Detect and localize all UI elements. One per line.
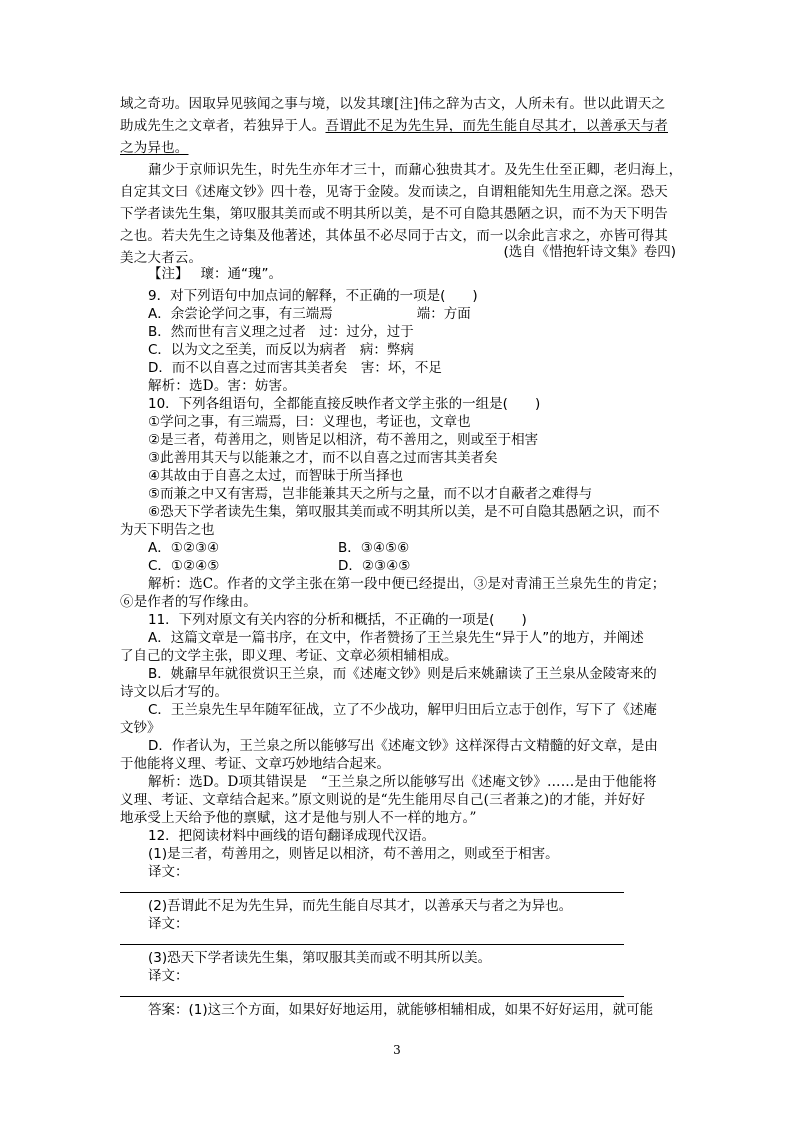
option-b-cont: 诗文以后才写的。 bbox=[120, 684, 228, 700]
option-c: C．王兰泉先生早年随军征战，立了不少战功，解甲归田后立志于创作，写下了《述庵 bbox=[148, 702, 657, 718]
underlined-sentence: 之为异也。 bbox=[120, 140, 189, 156]
option-b: B．然而世有言义理之过者 过：过分，过于 bbox=[148, 324, 414, 340]
analysis-line: 义理、考证、文章结合起来。”原文则说的是“先生能用尽自己(三者兼之)的才能，并好好 bbox=[120, 792, 646, 808]
answer-blank-line[interactable] bbox=[120, 996, 624, 997]
passage-line: 自定其文曰《述庵文钞》四十卷，见寄于金陵。发而读之，自谓粗能知先生用意之深。恐天 bbox=[120, 184, 668, 200]
passage-line: 域之奇功。因取异见骇闻之事与境，以发其瓌[注]伟之辞为古文，人所未有。世以此谓天之 bbox=[120, 96, 666, 112]
analysis-line: 地承受上天给予他的禀赋，这才是他与别人不一样的地方。” bbox=[120, 810, 477, 826]
answer-blank-line[interactable] bbox=[120, 944, 624, 945]
option-gloss: 端：方面 bbox=[416, 306, 471, 322]
statement-3: ③此善用其天与以能兼之才，而不以自喜之过而害其美者矣 bbox=[148, 450, 498, 466]
analysis-line: 解析：选D。害：妨害。 bbox=[148, 378, 297, 394]
analysis-line: 解析：选D。D项其错误是 “王兰泉之所以能够写出《述庵文钞》……是由于他能将 bbox=[148, 774, 657, 790]
note-line bbox=[148, 266, 282, 283]
passage-line bbox=[120, 118, 668, 135]
passage-line: 鼐少于京师识先生，时先生亦年才三十，而鼐心独贵其才。及先生仕至正卿，老归海上， bbox=[148, 162, 683, 178]
answer-line: 答案：(1)这三个方面，如果好好地运用，就能够相辅相成，如果不好好运用，就可能 bbox=[148, 1002, 654, 1018]
source-citation: (选自《惜抱轩诗文集》卷四) bbox=[503, 244, 676, 260]
option-a bbox=[148, 306, 471, 323]
option-d: D．作者认为，王兰泉之所以能够写出《述庵文钞》这样深得古文精髓的好文章，是由 bbox=[148, 738, 658, 754]
passage-line: 之也。若夫先生之诗集及他著述，其体虽不必尽同于古文，而一以余此言求之，亦皆可得其 bbox=[120, 228, 668, 244]
question-stem: 12．把阅读材料中画线的语句翻译成现代汉语。 bbox=[148, 828, 436, 844]
note-text: 瓌：通“瑰”。 bbox=[200, 266, 282, 282]
question-stem: 11．下列对原文有关内容的分析和概括，不正确的一项是( ) bbox=[148, 612, 527, 628]
statement-2: ②是三者，苟善用之，则皆足以相济，苟不善用之，则或至于相害 bbox=[148, 432, 539, 448]
translation-label: 译文： bbox=[148, 968, 189, 984]
statement-4: ④其故由于自喜之太过，而智昧于所当择也 bbox=[148, 468, 404, 484]
translation-label: 译文： bbox=[148, 916, 189, 932]
statement-6: ⑥恐天下学者读先生集，第叹服其美而或不明其所以美，是不可自隐其愚陋之识，而不 bbox=[148, 504, 660, 520]
statement-5: ⑤而兼之中又有害焉，岂非能兼其天之所与之量，而不以才自蔽者之难得与 bbox=[148, 486, 593, 502]
option-a-cont: 了自己的文学主张，即义理、考证、文章必须相辅相成。 bbox=[120, 648, 458, 664]
translation-label: 译文： bbox=[148, 864, 189, 880]
passage-text: 助成先生之文章者，若独异于人。 bbox=[120, 118, 326, 134]
option-c-cont: 文钞》 bbox=[120, 720, 161, 736]
option-a: A．这篇文章是一篇书序，在文中，作者赞扬了王兰泉先生“异于人”的地方，并阐述 bbox=[148, 630, 644, 646]
option-d: D．而不以自喜之过而害其美者矣 害：坏，不足 bbox=[148, 360, 442, 376]
analysis-line: 解析：选C。作者的文学主张在第一段中便已经提出，③是对青浦王兰泉先生的肯定； bbox=[148, 576, 666, 592]
option-a: A．①②③④ bbox=[148, 540, 220, 556]
analysis-line: ⑥是作者的写作缘由。 bbox=[120, 594, 257, 610]
option-c: C．①②④⑤ bbox=[148, 558, 220, 574]
option-b: B．姚鼐早年就很赏识王兰泉，而《述庵文钞》则是后来姚鼐读了王兰泉从金陵寄来的 bbox=[148, 666, 657, 682]
passage-line: 下学者读先生集，第叹服其美而或不明其所以美，是不可自隐其愚陋之识，而不为天下明告 bbox=[120, 206, 668, 222]
translate-item-1: (1)是三者，苟善用之，则皆足以相济，苟不善用之，则或至于相害。 bbox=[148, 846, 559, 862]
translate-item-2: (2)吾谓此不足为先生异，而先生能自尽其才，以善承天与者之为异也。 bbox=[148, 898, 573, 914]
option-text: A．余尝论学问之事，有三端焉 bbox=[148, 306, 333, 322]
page-number: 3 bbox=[393, 1043, 401, 1057]
underlined-sentence: 吾谓此不足为先生异，而先生能自尽其才，以善承天与者 bbox=[325, 118, 668, 134]
statement-6-cont: 为天下明告之也 bbox=[120, 522, 215, 538]
question-stem: 9．对下列语句中加点词的解释，不正确的一项是( ) bbox=[148, 288, 478, 304]
translate-item-3: (3)恐天下学者读先生集，第叹服其美而或不明其所以美。 bbox=[148, 950, 492, 966]
passage-line: 美之大者云。 bbox=[120, 250, 203, 266]
note-label: 【注】 bbox=[148, 266, 189, 282]
statement-1: ①学问之事，有三端焉，曰：义理也，考证也，文章也 bbox=[148, 414, 471, 430]
option-c: C．以为文之至美，而反以为病者 病：弊病 bbox=[148, 342, 414, 358]
option-d: D．②③④⑤ bbox=[338, 558, 411, 574]
option-d-cont: 于他能将义理、考证、文章巧妙地结合起来。 bbox=[120, 756, 390, 772]
option-b: B．③④⑤⑥ bbox=[338, 540, 410, 556]
answer-blank-line[interactable] bbox=[120, 892, 624, 893]
question-stem: 10．下列各组语句，全都能直接反映作者文学主张的一组是( ) bbox=[148, 396, 541, 412]
